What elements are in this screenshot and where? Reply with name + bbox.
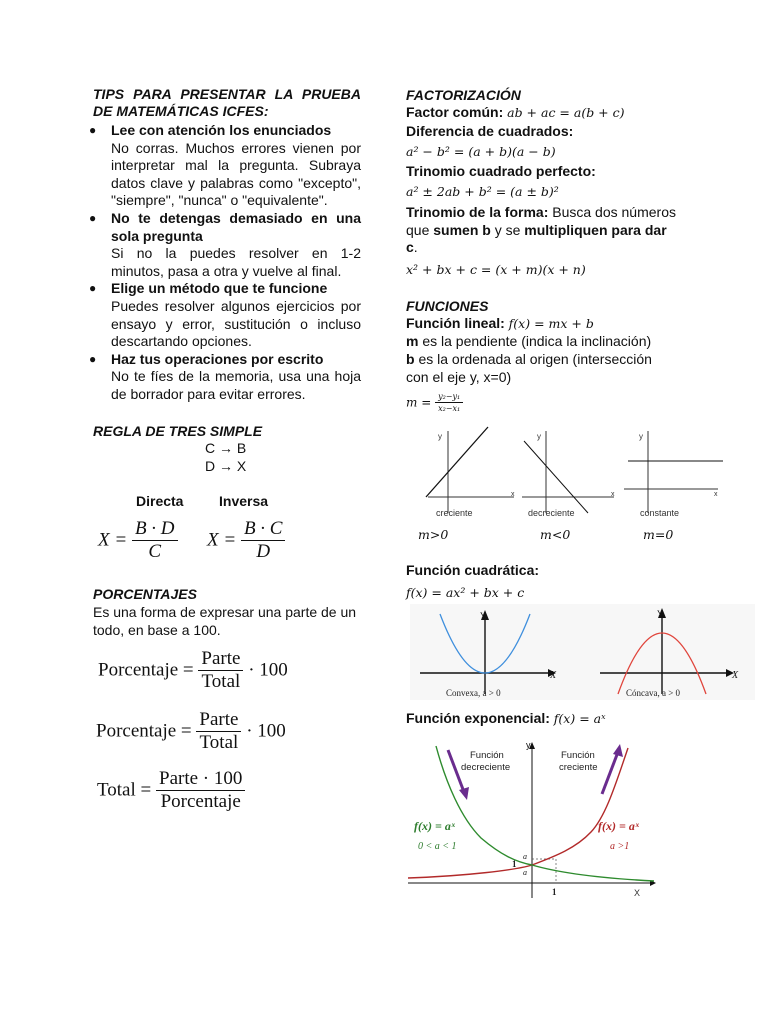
graph-decreciente: [522, 431, 615, 518]
inc-label: creciente: [559, 762, 598, 773]
tip-item: [89, 350, 361, 404]
tip-item: [89, 122, 361, 210]
graph-caption: Cóncava, a > 0: [626, 688, 681, 698]
bullet-icon: ●: [89, 351, 97, 366]
directa-formula: [98, 518, 178, 563]
graph-caption: constante: [640, 508, 680, 518]
dif-label: Diferencia de cuadrados:: [406, 123, 574, 139]
line-creciente: [426, 427, 488, 497]
m-bold: m: [406, 333, 419, 349]
axis-y-label: y: [526, 740, 531, 750]
formula-lhs: Total =: [97, 779, 152, 801]
slope-numerator: y₂−y₁: [435, 391, 463, 403]
b-text: es la ordenada al origen (intersección con el eje y, x=0): [406, 351, 652, 385]
funciones-title: FUNCIONES: [406, 298, 489, 314]
slope-fraction: [435, 391, 463, 414]
fraction-denominator: Total: [199, 732, 239, 753]
cond-decreciente: m<0: [540, 527, 571, 542]
forma-text: .: [413, 239, 418, 256]
dec-label: decreciente: [461, 762, 511, 773]
arrow-head-icon: [613, 744, 623, 757]
formula-fraction: [196, 709, 241, 754]
m-description: [406, 333, 651, 351]
exp-formula: f(x) = aˣ: [553, 711, 606, 726]
inversa-denominator: D: [256, 541, 271, 562]
fraction-numerator: Parte: [198, 648, 243, 671]
inversa-formula: [207, 518, 285, 563]
linear-graphs: [418, 425, 728, 525]
porcentajes-desc: Es una forma de expresar una parte de un todo, en base a 100.: [93, 604, 357, 638]
regla-row2: D → X: [205, 458, 247, 474]
directa-denominator: C: [148, 541, 162, 562]
dec-label: Función: [470, 750, 504, 761]
axis-x-label: X: [634, 888, 641, 898]
directa-fraction: [132, 518, 178, 563]
cuad-formula: f(x) = ax² + bx + c: [406, 585, 525, 600]
porcentaje-formula-1: [98, 648, 288, 693]
formula-lhs: Porcentaje =: [96, 720, 192, 742]
x-equals: X =: [207, 529, 237, 551]
graph-caption: Convexa, a > 0: [446, 688, 501, 698]
x-tick-one: 1: [552, 887, 557, 897]
tip-heading: No te detengas demasiado en una sola pregunta: [111, 209, 361, 244]
tick-a-up: a: [523, 852, 527, 861]
axis-y-label: y: [639, 432, 643, 441]
bullet-icon: ●: [89, 281, 97, 296]
parabola-graphs: [410, 604, 755, 700]
regla-title: REGLA DE TRES SIMPLE: [93, 423, 263, 439]
trin-label: Trinomio cuadrado perfecto:: [406, 163, 596, 179]
line-decreciente: [524, 441, 588, 513]
graph-creciente: [426, 427, 515, 518]
forma-text: y se: [490, 221, 525, 238]
forma-bold: sumen b: [433, 221, 491, 238]
fraction-denominator: Porcentaje: [160, 791, 241, 812]
directa-numerator: B · D: [132, 518, 178, 541]
factor-comun: [406, 104, 625, 122]
directa-label: Directa: [136, 493, 184, 509]
lineal-label: Función lineal:: [406, 315, 505, 331]
formula-lhs: Porcentaje =: [98, 659, 194, 681]
axis-y-label: y: [438, 432, 442, 441]
formula-tail: · 100: [246, 720, 286, 742]
tip-heading: Haz tus operaciones por escrito: [111, 350, 324, 367]
tip-body: No te fíes de la memoria, usa una hoja de borrador para evitar errores.: [111, 368, 361, 402]
total-formula: [97, 768, 245, 813]
forma-text: Busca dos números que: [406, 204, 676, 238]
forma-label: Trinomio de la forma:: [406, 204, 549, 220]
axis-x-label: x: [714, 491, 718, 498]
cond-constante: m=0: [643, 527, 674, 542]
factor-title: FACTORIZACIÓN: [406, 87, 521, 103]
porcentajes-title: PORCENTAJES: [93, 586, 197, 602]
porcentaje-formula-2: [96, 709, 286, 754]
cuad-label: Función cuadrática:: [406, 562, 540, 578]
trin-forma: [406, 204, 678, 257]
right-condition: a >1: [610, 841, 630, 852]
axis-x-label: x: [511, 491, 515, 498]
tip-heading: Lee con atención los enunciados: [111, 122, 332, 138]
slope-formula: [406, 391, 463, 414]
axis-y-label: Y: [480, 611, 486, 620]
graph-caption: decreciente: [528, 508, 575, 518]
left-formula: f(x) = aˣ: [414, 819, 455, 833]
left-column: [89, 86, 361, 404]
tip-body: No corras. Muchos errores vienen por interpretar mal la pregunta. Subraya datos clave y palabras como "excepto", "siempre", "nunca" o "equivalente".: [111, 139, 361, 209]
tips-title: TIPS PARA PRESENTAR LA PRUEBA DE MATEMÁTICAS ICFES:: [93, 86, 361, 119]
tick-one: 1: [512, 859, 517, 869]
graph-constante: [624, 431, 723, 518]
b-description: [406, 351, 666, 386]
trin-formula: a² ± 2ab + b² = (a ± b)²: [406, 184, 559, 199]
axis-y-label: y: [537, 432, 541, 441]
slope-denominator: x₂−x₁: [438, 404, 461, 413]
bullet-icon: ●: [89, 123, 97, 137]
exp-line: [406, 710, 606, 728]
formula-tail: · 100: [248, 659, 288, 681]
x-equals: X =: [98, 529, 128, 551]
left-condition: 0 < a < 1: [418, 841, 457, 852]
fraction-numerator: Parte · 100: [156, 768, 245, 791]
tip-heading: Elige un método que te funcione: [111, 280, 328, 297]
formula-fraction: [156, 768, 245, 813]
b-bold: b: [406, 351, 415, 367]
axis-y-label: Y: [657, 609, 663, 618]
tip-body: Puedes resolver algunos ejercicios por ensayo y error, sustitución o incluso descartando opciones.: [111, 297, 361, 350]
inc-label: Función: [561, 750, 595, 761]
formula-fraction: [198, 648, 243, 693]
axis-x-label: X: [732, 670, 739, 681]
fraction-numerator: Parte: [196, 709, 241, 732]
cond-creciente: m>0: [418, 527, 449, 542]
right-formula: f(x) = aˣ: [598, 819, 639, 833]
exp-label: Función exponencial:: [406, 710, 550, 726]
graph-caption: creciente: [436, 508, 473, 518]
m-text: es la pendiente (indica la inclinación): [418, 333, 652, 349]
inversa-numerator: B · C: [241, 518, 286, 541]
slope-lhs: m =: [406, 395, 432, 410]
forma-formula: x² + bx + c = (x + m)(x + n): [406, 262, 586, 277]
tip-item: [89, 280, 361, 350]
factor-comun-formula: ab + ac = a(b + c): [507, 105, 625, 120]
tip-item: [89, 209, 361, 280]
bullet-icon: ●: [89, 210, 97, 225]
lineal-line: [406, 315, 594, 333]
exponential-graph: [406, 738, 658, 900]
arrow-head-icon: [459, 787, 469, 800]
tip-body: Si no la puedes resolver en 1-2 minutos, pasa a otra y vuelve al final.: [111, 245, 361, 279]
factor-comun-label: Factor común:: [406, 104, 504, 120]
dif-formula: a² − b² = (a + b)(a − b): [406, 144, 556, 159]
inversa-label: Inversa: [219, 493, 269, 509]
tick-a-down: a: [523, 868, 527, 877]
axis-x-label: x: [611, 491, 615, 498]
regla-row1: C → B: [205, 440, 247, 456]
lineal-formula: f(x) = mx + b: [508, 316, 594, 331]
axis-x-label: X: [550, 670, 557, 681]
fraction-denominator: Total: [201, 671, 241, 692]
forma-bold: multipliquen para dar c: [406, 221, 667, 256]
inversa-fraction: [241, 518, 286, 563]
arrow-creciente: [602, 752, 618, 794]
